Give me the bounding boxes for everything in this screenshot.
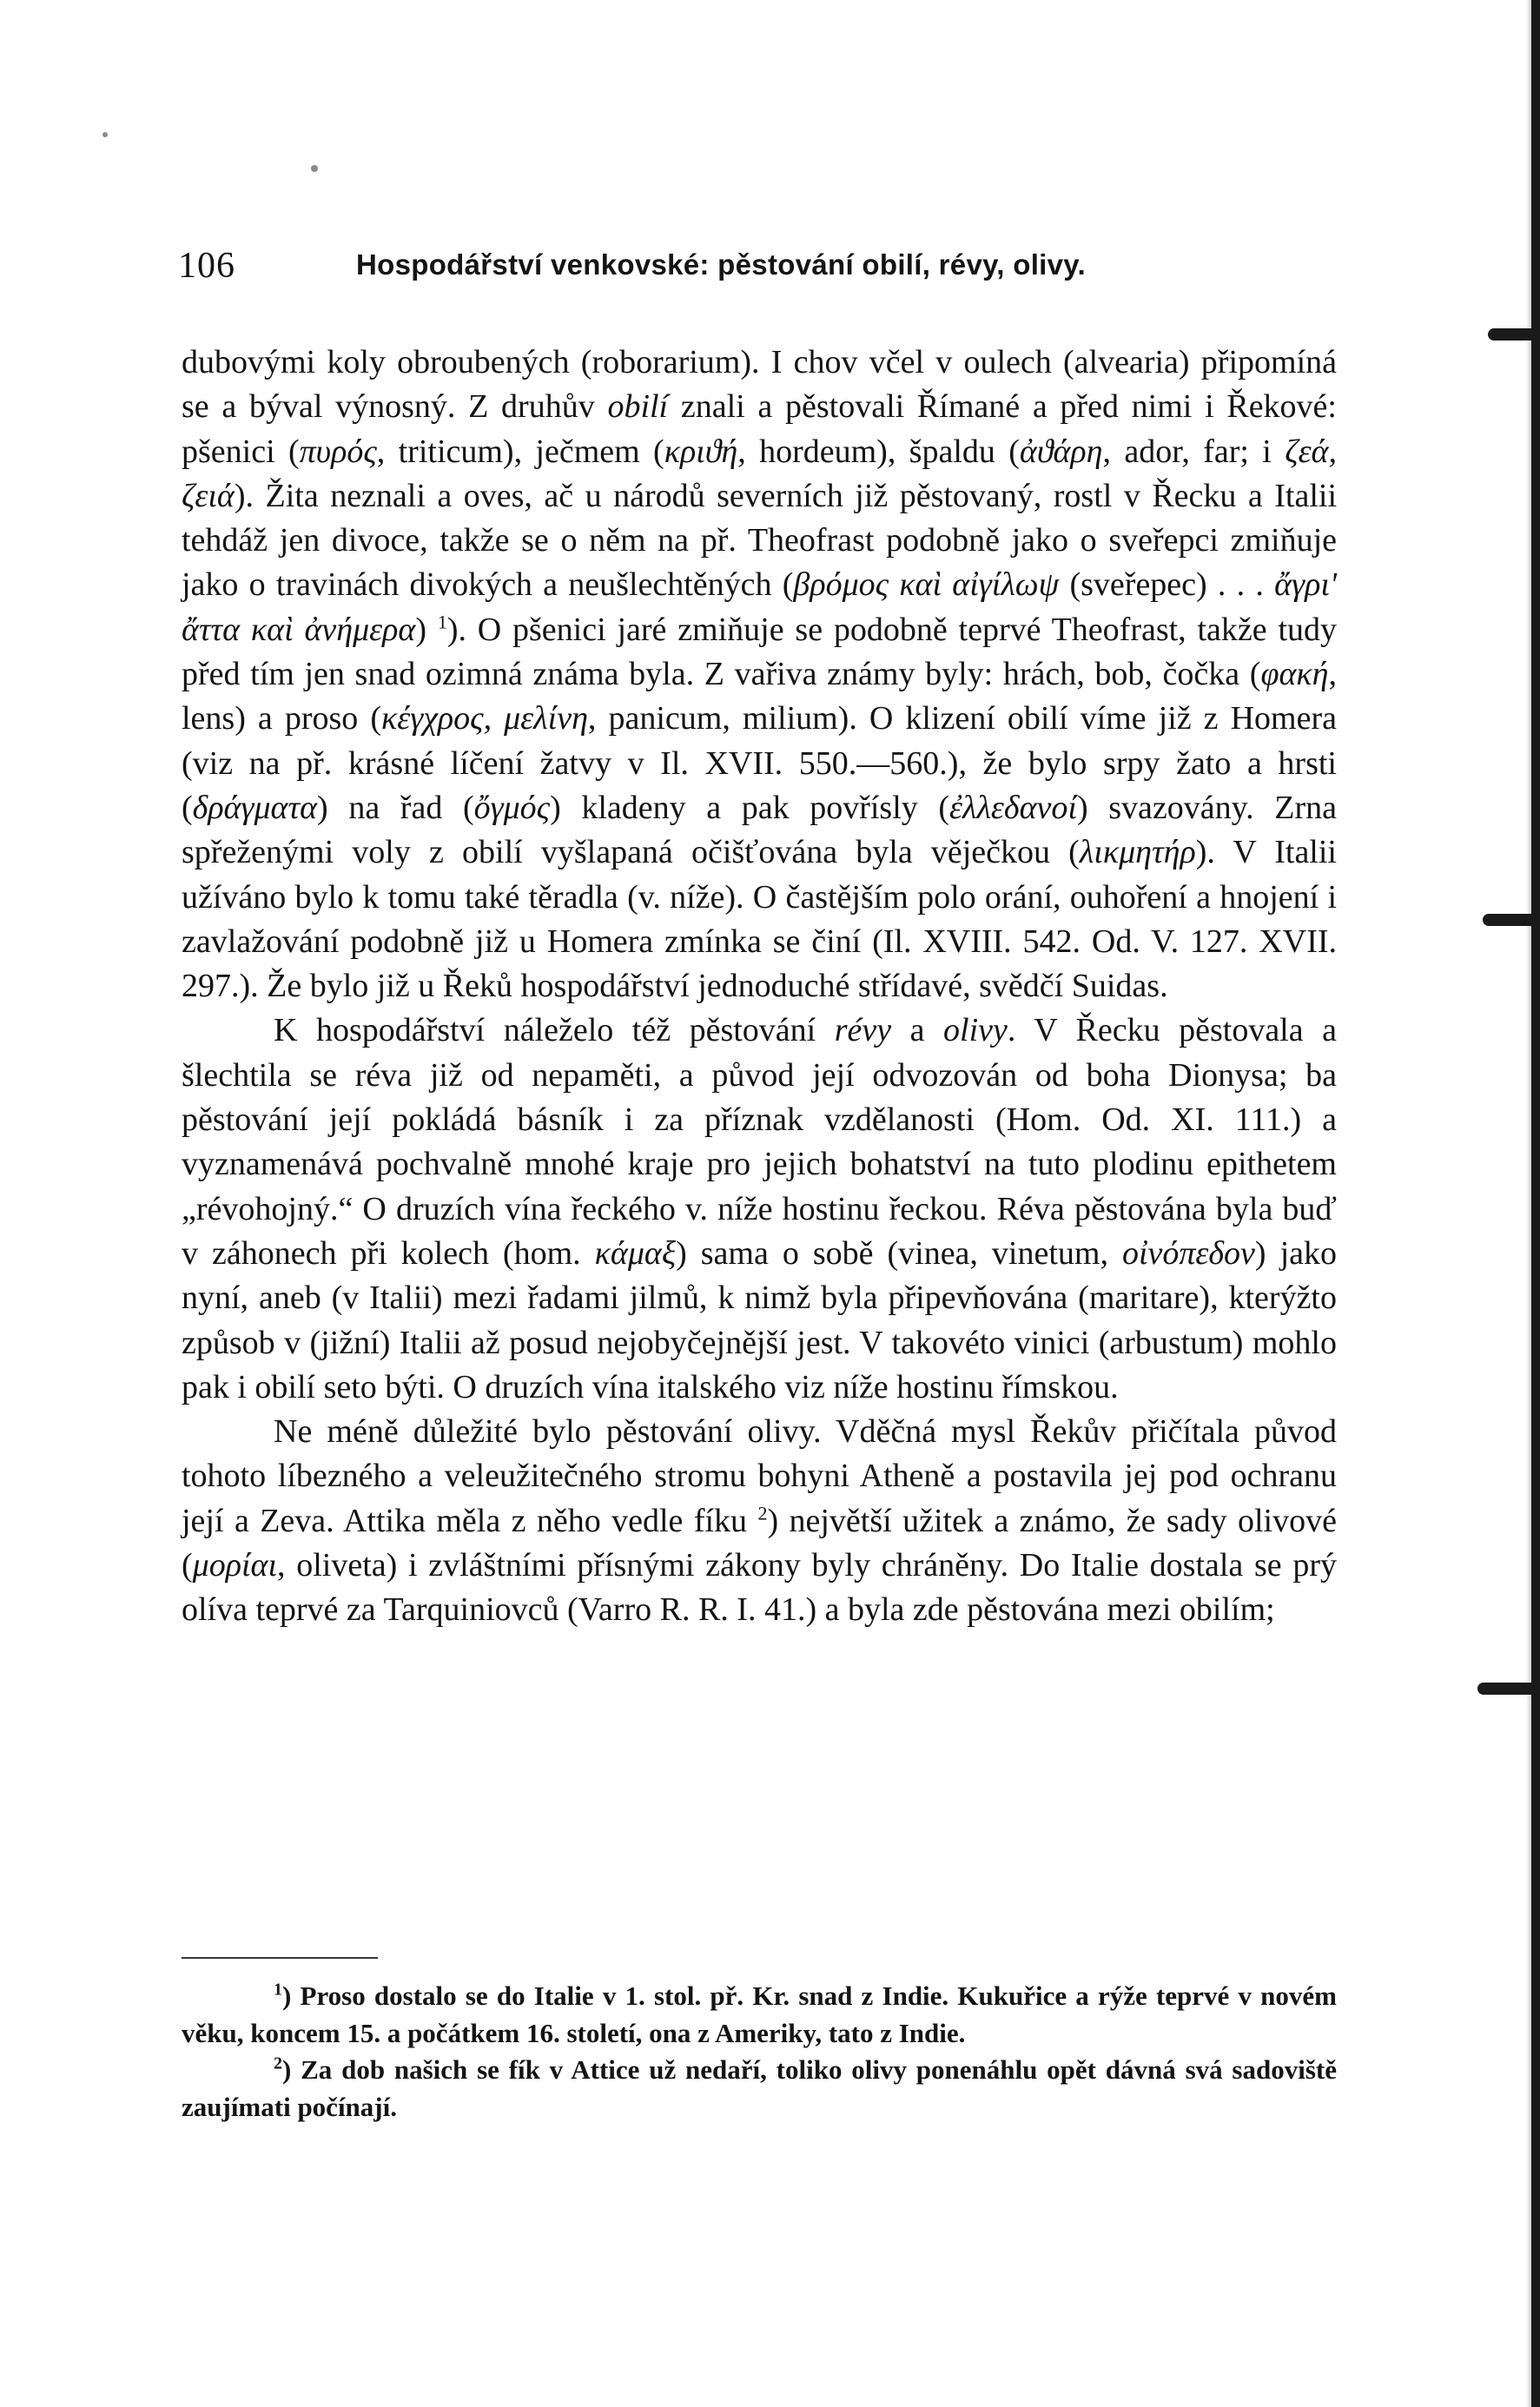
footnote (182, 2052, 1337, 2126)
italic-term: φακή (1260, 656, 1329, 693)
text-run: , oliveta) i zvláštními přísnými zákony byly chráněny. Do Italie dostala se prý olíva teprvé za Tarquiniovců (Varro R. R. I. 41.) a byla zde pěstována mezi obilím; (182, 1547, 1337, 1629)
footnote-ref: 1 (437, 611, 447, 633)
text-run: ) kladeny a pak povřísly ( (550, 789, 950, 826)
text-run: (sveřepec) . . . (1059, 566, 1275, 604)
text-run: ). V Italii užíváno bylo k tomu také těradla (v. níže). O častějším polo orání, ouhoření a hnojení i zavlažování podobně již u Homera zmínka se činí (Il. XVIII. 542. Od. V. 127. XVII. 297.). Že bylo již u Řeků hospodářství jednoduché střídavé, svědčí Suidas. (182, 834, 1337, 1005)
text-run: , panicum, milium). O klizení obilí víme již z Homera (viz na př. krásné líčení žatvy v Il. XVII. 550.—560.), že bylo srpy žato a hrsti ( (182, 700, 1337, 826)
scan-speck (311, 165, 318, 172)
paragraph (182, 341, 1337, 1008)
italic-term: ζεά, ζειά (182, 433, 1338, 514)
footnote-text: ) Za dob našich se fík v Attice už nedaří, toliko olivy ponenáhlu opět dávná svá sadoviště zaujímati počínají. (182, 2054, 1337, 2122)
italic-term: κέγχρος, μελίνη (381, 700, 588, 737)
italic-term: δράγματα (192, 789, 318, 826)
page-header (178, 245, 1394, 297)
text-run: ) svazovány. Zrna spřeženými voly z obilí vyšlapaná očišťována byla věječkou ( (182, 789, 1337, 871)
italic-term: κάμαξ (594, 1234, 677, 1272)
italic-term: οἰνόπεδον (1121, 1234, 1255, 1272)
italic-term: πυρός (299, 433, 377, 470)
text-run: ). O pšenici jaré zmiňuje se podobně teprvé Theofrast, takže tudy před tím jen snad ozimná známa byla. Z vařiva známy byly: hrách, bob, čočka ( (182, 611, 1338, 693)
italic-term: obilí (607, 388, 669, 426)
text-run: ). Žita neznali a oves, ač u národů severních již pěstovaný, rostl v Řecku a Italii tehdáž jen divoce, takže se o něm na př. Theofrast podobně jako o sveřepci zmiňuje jako o travinách divokých a neušlechtěných ( (182, 477, 1337, 604)
body-text (182, 341, 1337, 1633)
italic-term: κριϑή (664, 433, 738, 470)
footnote (182, 1978, 1337, 2052)
italic-term: ἄγρι' ἄττα καὶ ἀνήμερα (182, 566, 1337, 648)
italic-term: ὄγμός (473, 789, 551, 826)
italic-term: olivy (943, 1012, 1008, 1049)
italic-term: λικμητήρ (1079, 834, 1196, 871)
italic-term: ἐλλεδανοί (949, 789, 1077, 826)
italic-term: μορίαι (192, 1547, 278, 1584)
text-run: , ador, far; i (1102, 433, 1286, 470)
footnotes (182, 1978, 1337, 2126)
text-run: ) největší užitek a známo, že sady olivové ( (182, 1502, 1337, 1584)
italic-term: ἀϑάρη (1019, 433, 1103, 470)
footnote-text: ) Proso dostalo se do Italie v 1. stol. př. Kr. snad z Indie. Kukuřice a rýže teprvé v novém věku, koncem 15. a počátkem 16. století, ona z Ameriky, tato z Indie. (182, 1980, 1337, 2048)
text-run: , lens) a proso ( (182, 656, 1337, 737)
binding-mark (1477, 1683, 1531, 1695)
italic-term: βρόμος καὶ αἰγίλωψ (793, 566, 1060, 604)
text-run: , hordeum), špaldu ( (737, 433, 1020, 470)
running-head: Hospodářství venkovské: pěstování obilí, révy, olivy. (356, 248, 1086, 281)
text-run: znali a pěstovali Římané a před nimi i Řekové: pšenici ( (182, 388, 1337, 470)
footnote-mark: 1 (274, 1980, 282, 2000)
page-number: 106 (178, 246, 235, 286)
text-run: . V Řecku pěstovala a šlechtila se réva již od nepaměti, a původ její odvozován od boha Dionysa; ba pěstování její pokládá básník i za příznak vzdělanosti (Hom. Od. XI. 111.) a vyznamenává pochvalně mnohé kraje pro jejich bohatství na tuto plodinu epithetem „révohojný.“ O druzích vína řeckého v. níže hostinu řeckou. Réva pěstována byla buď v záhonech při kolech (hom. (182, 1012, 1337, 1272)
footnote-ref: 2 (757, 1502, 768, 1524)
text-run: K hospodářství náleželo též pěstování (274, 1012, 835, 1049)
text-run: ) jako nyní, aneb (v Italii) mezi řadami jilmů, k nimž byla připevňována (maritare), kterýžto způsob v (jižní) Italii až posud nejobyčejnější jest. V takovéto vinici (arbustum) mohlo pak i obilí seto býti. O druzích vína italského viz níže hostinu římskou. (182, 1234, 1337, 1405)
footnote-mark: 2 (274, 2053, 282, 2073)
text-run: , triticum), ječmem ( (376, 433, 664, 470)
paragraph (182, 1410, 1337, 1632)
scan-speck (102, 132, 108, 137)
italic-term: révy (834, 1012, 892, 1049)
text-run: ) (415, 611, 438, 648)
binding-mark (1488, 328, 1531, 341)
scan-edge (1531, 0, 1540, 2407)
binding-mark (1483, 914, 1531, 926)
text-run: ) na řad ( (317, 789, 474, 826)
text-run: dubovými koly obroubených (roborarium). I chov včel v oulech (alvearia) připomíná se a býval výnosný. Z druhův (182, 344, 1337, 426)
text-run: ) sama o sobě (vinea, vinetum, (676, 1234, 1122, 1272)
footnote-divider (182, 1957, 378, 1959)
text-run: Ne méně důležité bylo pěstování olivy. Vděčná mysl Řekův přičítala původ tohoto líbezného a veleužitečného stromu bohyni Atheně a postavila jej pod ochranu její a Zeva. Attika měla z něho vedle fíku (182, 1413, 1337, 1539)
text-run: a (891, 1012, 944, 1049)
paragraph (182, 1008, 1337, 1410)
